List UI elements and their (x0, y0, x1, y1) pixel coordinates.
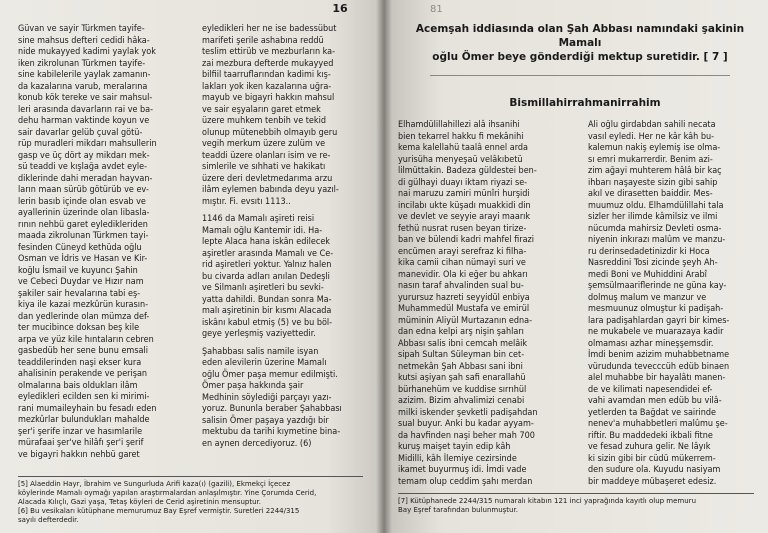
book-gutter (376, 0, 392, 533)
pencil-annotation: 81 (430, 4, 443, 15)
heading-divider (430, 75, 730, 76)
footnote-7: [7] Kütüphanede 2244/315 numaralı kitabın 121 inci yaprağında kayıtlı olup memuru Bay Eşref tarafından bulunmuştur. (398, 497, 696, 514)
paragraph: Güvan ve sayir Türkmen tayife- sine mahsus defteri cedidi hâka- nide mukayyed kadimi yaylak yok iken zikrolunan Türkmen tayife- sine kabilelerile yaylak zamanın- da kazalarına varub, meralarına konub kök tereke ve sair mahsul- leri arasında davarların rai ve ba- dehu harman vaktinde koyun ve sair davarlar gelüb çuval götü- rüp muradleri mikdarı mahsullerin gasp ve üç dört ay mikdarı mek- sü teaddi ve kışlağa avdet eyle- diklerinde dahi meradan hayvan- ların maan sürüb götürüb ve ev- lerin basıb içinde olan esvab ve ayallerinin üzerinde olan libasla- rının nehbü garet eyledikleriden maada zikrolunan Türkmen tayi- fesinden Cüneyd kethüda oğlu Osman ve İdris ve Hasan ve Kir- koğlu İsmail ve kuyuncı Şahin ve Cebeci Duydar ve Hızır nam şakiler sair hevalarına tabi eş- kiya ile kazai mezkûrün kurasın- dan yedlerinde olan mümza def- ter mucibince doksan beş kile arpa ve yüz kile hıntaların cebren gasbedüb her sene bunu emsali teaddilerinden naşi ekser kura ahalisinin perakende ve perişan olmalarına bais oldukları ilâm eyledikleri ecilden sen ki mirimi- rani mumaileyhain bu fesadı eden mezkûrlar bulundukları mahalde şer'i şerife inzar ve hasımlarile mürafaai şer've hilâfı şer'i şerif ve bigayri hakkın nehbü garet (18, 24, 157, 460)
footnote-5: [5] Alaeddin Hayr, İbrahim ve Sungurluda Arifi kaza(ı) (gazili), Ekmekçi İçecez köylerinde Mamalı oymağı yapılan araştırmalardan anlaşılmıştır. Yine Çorumda Cerid, Alacada Kılıçlı, Gazi yaşa, Tetaş köyleri de Cerid aşiretinin mensuptur. (18, 480, 317, 506)
right-column-1 (398, 120, 570, 488)
left-column-1 (18, 24, 192, 461)
page-number: 16 (332, 2, 348, 15)
right-column-2 (588, 120, 756, 488)
paragraph: Elhamdülillahillezi alâ ihsanihi bien tekarrel hakku fi mekânihi kema kalellahü taalâ ennel arda yurisüha menyeşaü velâkıbetü lilmüttakin. Badeza güldestei ben- di gülhayi duayı iktam riyazi se- nai maruzu zamiri münîri hurşidi incilabı ukte küşadı muakkidi din ve devlet ve seyyie arayi maarık fethü nusrat rusen beyan tirize- ban ve bülendi kadri mahfel firazi encümen arayi serefraz ki filha- kika camii cihan nümayi suri ve manevidir. Ola ki eğer bu ahkarı nasın taraf ahvalinden sual bu- yurursuz hazreti seyyidül enbiya Muhammedül Mustafa ve emirül müminin Aliyül Murtazanın edna- dan edna kelpi arş nişin şahları Abbası salis ibni cemcah melâik sipah Sultan Süleyman bin cet- netmekân Şah Abbası sani ibni kutsi aşiyan şah safi enarallahü bürhanehüm ve kuddise sırrıhül azizim. Bizim ahvalimizi cenabi milki iskender şevketli padişahdan sual buyur. Anki bu kadar ayyam- da havfinden naşi beher mah 700 kuruş maişet tayin edip kâh Midilli, kâh İlemiye cezirsinde ikamet buyurmuş idi. İmdi vade temam olup ceddim şahı merdan (398, 120, 538, 487)
paragraph: eyledikleri her ne ise badessübut marifeti şerile ashabına reddü teslim ettirüb ve mezburların ka- zai mezbura defterde mukayyed bilfiil taarruflarından kadimi kış- lakları yok iken kazalarına uğra- mayub ve bigayri hakkın mahsul ve sair eşyaların garet etmek üzere muhkem tenbih ve tekid olunup mütenebbih olmayıb geru vegih merkum üzere zulüm ve teaddi üzere olanları isim ve re- simlerile ve sıhhati ve hakikatı üzere deri devletmedarıma arzu ilâm eylemen babında deyu yazıl- mıştır. Fi. evsıtı 1113.. (202, 24, 339, 207)
document-heading: Acemşah iddiasında olan Şah Abbası namındaki şakinin Mamalı oğlu Ömer beye gönderdiği mektup suretidir. [ 7 ] (415, 23, 745, 63)
left-column-2 (202, 24, 367, 450)
document-subheading: Bismillahirrahmanirrahim (509, 97, 661, 109)
paragraph: Ali oğlu girdabdan sahili necata vasıl eyledi. Her ne kâr kâh bu- kalemun nakiş eylemiş ise olma- sı emri mukarrerdir. Benim azi- zim ağayi muhterem hâlâ bir kaç ihbarı naşayeste sizin gibi sahip akıl ve dirasetten baiddir. Mes- muumuz oldu. Elhamdülillahi tala sizler her ilimde kâmilsiz ve ilmi nücumda mahirsiz Devleti osma- niyenin inkırazı malûm ve manzu- ru derinsedadetinizdir ki Hoca Nasreddini Tosi zicinde şeyh Ah- medi Boni ve Muhiddini Arabî şemsülmaariflerinde ne güna kay- dolmuş malum ve manzur ve mesmuunuz olmuştur ki padişah- lara padişahlardan gayri bir kimes- ne mukabele ve muarazaya kadir olmaması azhar mineşşemsdir. İmdi benim azizim muhabbetname vürudunda tevecccüh edüb binaen alel muhabbe bir hayalâtı manen- de ve kilimati napesendidei ef- vahi avamdan men edüb bu vilâ- yetlerden ta Bağdat ve sairinde nenev'a muhabbetleri malûmu şe- riftir. Bu maddedeki ikbali fitne ve fesad zuhura gelir. Ne lâyık ki sizin gibi bir cüdü mükerrem- den sudure ola. Kuyudu nasiyam bir maddeye mübaşeret edesiz. (588, 120, 730, 487)
footnotes (398, 493, 754, 515)
paragraph: Şahabbası salis namile isyan eden alevilerin üzerine Mamalı oğlu Ömer paşa memur edilmişti. Ömer paşa hakkında şair Medhinin söylediği parçayı yazı- yoruz. Bununla beraber Şahabbası salisin Ömer paşaya yazdığı bir mektubu da tarihi kıymetine bina- en aynen dercediyoruz. (6) (202, 346, 342, 449)
paragraph: 1146 da Mamalı aşireti reisi Mamalı oğlu Kantemir idi. Ha- lepte Alaca hana iskân edilecek aşiretler arasında Mamalı ve Ce- rid aşiretleri yoktur. Yalnız halen bu civarda adları anılan Dedeşli ve Silmanlı aşiretleri bu sevki- yatta dahildi. Bundan sonra Ma- malı aşiretinin bir kısmı Alacada iskânı kabul etmiş (5) ve bu böl- geye yerleşmiş vaziyettedir. (202, 214, 334, 339)
footnote-6: [6] Bu vesikaları kütüphane memurumuz Bay Eşref vermiştir. Suretleri 2244/315 sayılı defterdedir. (18, 507, 300, 524)
footnotes (18, 476, 363, 525)
